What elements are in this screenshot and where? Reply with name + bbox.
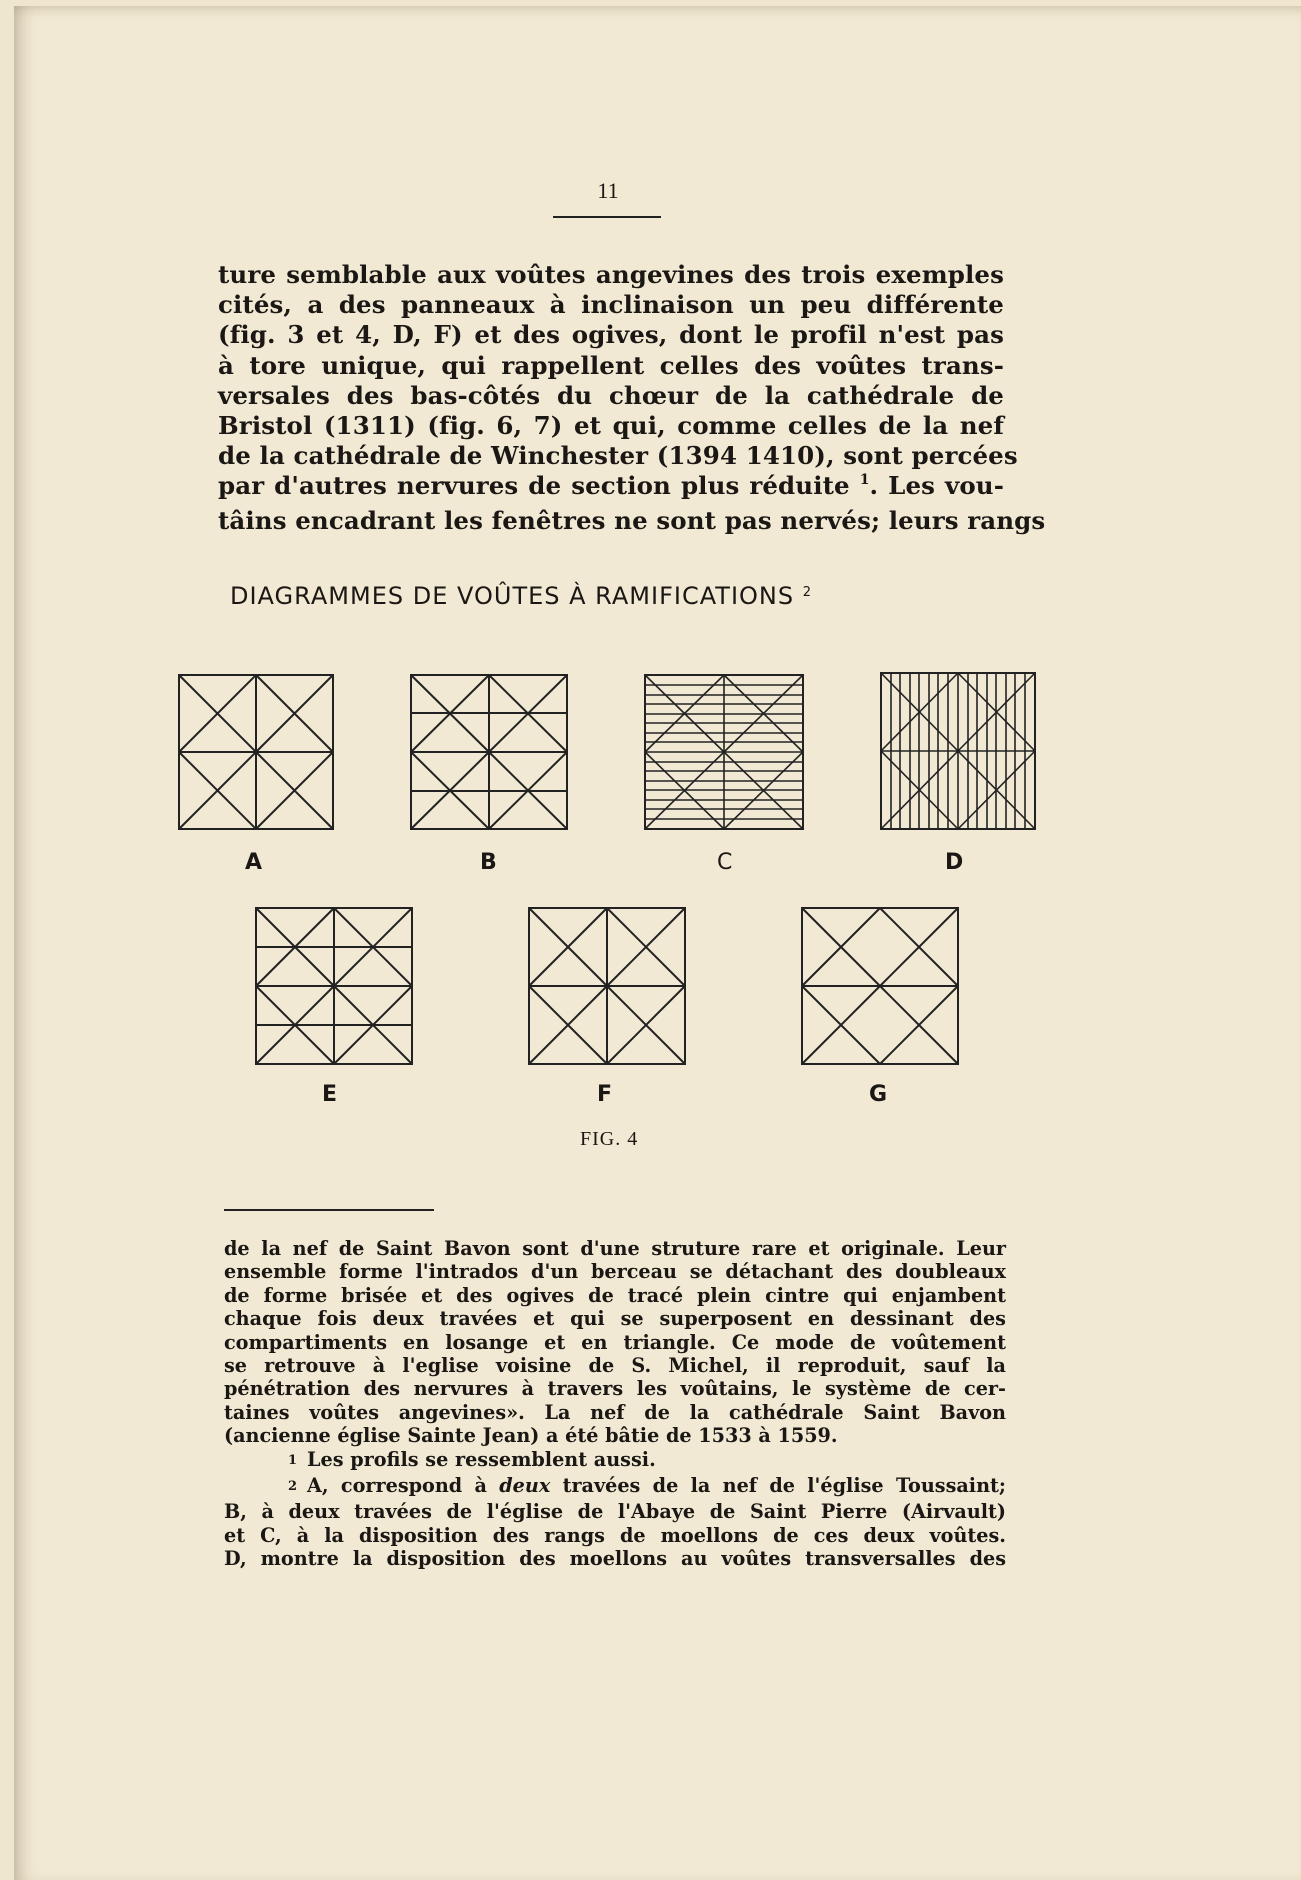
note-line: chaque fois deux travées et qui se superposent en dessinant des <box>224 1307 1006 1331</box>
diagram-c <box>644 674 804 830</box>
footnote-rule <box>224 1209 434 1211</box>
text-line: de la cathédrale de Winchester (1394 1410), sont percées <box>218 441 1018 471</box>
diagram-label-c: C <box>717 850 733 875</box>
footnote-ref: 1 <box>859 472 870 489</box>
footnote-text: Les profils se ressemblent aussi. <box>307 1447 656 1471</box>
text-line: versales des bas-côtés du chœur de la cathédrale de <box>218 380 1004 410</box>
diagram-label-f: F <box>597 1082 613 1107</box>
header-rule <box>553 216 661 218</box>
footnote-1 <box>224 1448 1006 1474</box>
note-line: compartiments en losange et en triangle. Ce mode de voûtement <box>224 1330 1006 1354</box>
text-line: (fig. 3 et 4, D, F) et des ogives, dont le profil n'est pas <box>218 320 1004 350</box>
diagram-label-b: B <box>480 850 497 875</box>
text-fragment: par d'autres nervures de section plus réduite <box>218 471 850 501</box>
diagram-label-e: E <box>322 1082 338 1107</box>
page-number: 11 <box>597 178 619 203</box>
note-line: taines voûtes angevines». La nef de la cathédrale Saint Bavon <box>224 1400 1006 1424</box>
diagram-g <box>801 907 959 1065</box>
figure-caption <box>230 582 1030 610</box>
text-fragment: . Les vou- <box>869 471 1004 501</box>
figure-label: FIG. 4 <box>580 1128 639 1150</box>
text-line: tâins encadrant les fenêtres ne sont pas nervés; leurs rangs <box>218 505 1046 535</box>
footnotes <box>224 1237 1006 1571</box>
text-line <box>218 471 1004 505</box>
text-line: à tore unique, qui rappellent celles des voûtes trans- <box>218 350 1004 380</box>
footnote-text: travées de la nef de l'église Toussaint; <box>550 1474 1006 1498</box>
diagram-label-a: A <box>245 850 263 875</box>
note-line: pénétration des nervures à travers les voûtains, le système de cer- <box>224 1377 1006 1401</box>
footnote-text: A, correspond à <box>307 1474 500 1498</box>
footnote-number: 1 <box>288 1452 298 1468</box>
diagram-f <box>528 907 686 1065</box>
footnote-number: 2 <box>288 1479 298 1495</box>
diagram-e <box>255 907 413 1065</box>
note-line: de forme brisée et des ogives de tracé plein cintre qui enjambent <box>224 1283 1006 1307</box>
footnote-2 <box>224 1474 1006 1500</box>
main-text <box>218 260 1046 536</box>
footnote-emphasis: deux <box>499 1474 551 1498</box>
note-line: ensemble forme l'intrados d'un berceau se détachant des doubleaux <box>224 1260 1006 1284</box>
diagram-d <box>880 672 1036 830</box>
text-line: cités, a des panneaux à inclinaison un peu différente <box>218 290 1004 320</box>
note-line: de la nef de Saint Bavon sont d'une struture rare et originale. Leur <box>224 1237 1006 1260</box>
note-line: D, montre la disposition des moellons au voûtes transversalles des <box>224 1547 1006 1571</box>
note-line: se retrouve à l'eglise voisine de S. Michel, il reproduit, sauf la <box>224 1354 1006 1378</box>
note-line: B, à deux travées de l'église de l'Abaye de Saint Pierre (Airvault) <box>224 1500 1006 1524</box>
caption-footnote-ref: 2 <box>802 585 813 600</box>
diagram-b <box>410 674 568 830</box>
diagram-a <box>178 674 334 830</box>
diagram-label-d: D <box>945 850 964 875</box>
text-line: ture semblable aux voûtes angevines des trois exemples <box>218 260 1004 289</box>
note-line: (ancienne église Sainte Jean) a été bâtie de 1533 à 1559. <box>224 1424 838 1448</box>
note-line: et C, à la disposition des rangs de moellons de ces deux voûtes. <box>224 1523 1006 1547</box>
caption-text: DIAGRAMMES DE VOÛTES À RAMIFICATIONS <box>230 582 795 610</box>
text-line: Bristol (1311) (fig. 6, 7) et qui, comme celles de la nef <box>218 411 1004 441</box>
diagram-label-g: G <box>869 1082 888 1107</box>
